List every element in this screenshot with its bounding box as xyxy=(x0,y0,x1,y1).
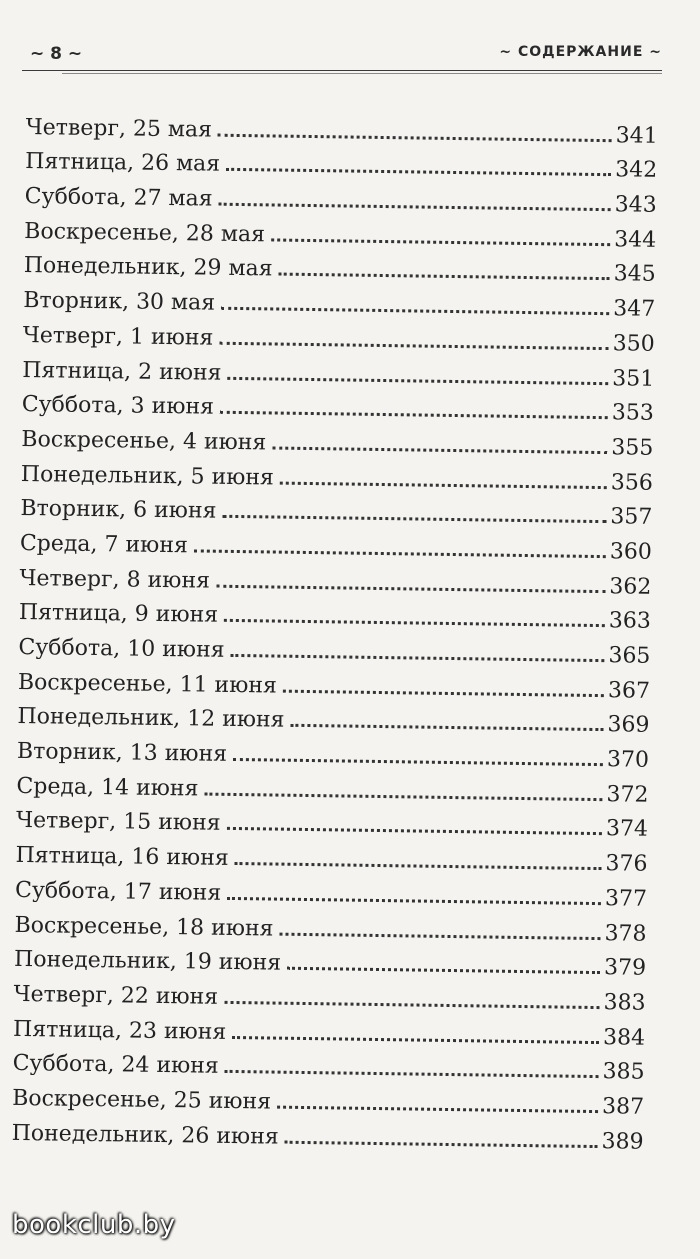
toc-entry-label: Среда, 14 июня xyxy=(16,773,199,802)
toc-entry-label: Четверг, 15 июня xyxy=(15,808,221,837)
toc-entry-label: Четверг, 8 июня xyxy=(19,565,211,594)
toc-entry-page: 343 xyxy=(614,192,657,218)
toc-entry-page: 378 xyxy=(604,920,647,947)
toc-entry-label: Суббота, 3 июня xyxy=(21,392,215,420)
dot-leader xyxy=(219,342,608,350)
dot-leader xyxy=(219,203,611,211)
dot-leader xyxy=(218,133,612,141)
toc-entry-label: Суббота, 17 июня xyxy=(14,877,222,906)
toc-entry-label: Пятница, 9 июня xyxy=(18,600,219,629)
dot-leader xyxy=(222,515,606,523)
dot-leader xyxy=(271,238,610,246)
toc-entry-page: 360 xyxy=(609,539,653,565)
dot-leader xyxy=(226,827,601,835)
toc-entry xyxy=(11,1114,643,1158)
toc-entry-page: 345 xyxy=(613,261,656,288)
dot-leader xyxy=(272,446,607,454)
toc-entry-label: Пятница, 23 июня xyxy=(12,1016,227,1045)
dot-leader xyxy=(278,273,609,281)
toc-entry-label: Пятница, 2 июня xyxy=(22,357,222,386)
dot-leader xyxy=(194,549,606,558)
toc-entry-label: Четверг, 25 мая xyxy=(25,114,213,143)
dot-leader xyxy=(226,168,611,176)
watermark: bookclub.by xyxy=(12,1210,176,1240)
toc-entry-page: 385 xyxy=(602,1059,645,1085)
toc-entry-page: 387 xyxy=(601,1094,645,1120)
toc-entry-page: 389 xyxy=(601,1128,644,1155)
toc-entry-page: 379 xyxy=(603,955,647,981)
toc-entry-label: Понедельник, 5 июня xyxy=(20,461,275,491)
dot-leader xyxy=(224,619,605,627)
dot-leader xyxy=(235,862,602,870)
toc-entry-page: 383 xyxy=(603,990,646,1016)
running-title: ~ СОДЕРЖАНИЕ ~ xyxy=(499,44,662,60)
toc-entry-label: Суббота, 10 июня xyxy=(18,634,225,663)
toc-entry-page: 374 xyxy=(605,816,649,843)
dot-leader xyxy=(287,967,600,974)
dot-leader xyxy=(216,584,605,592)
dot-leader xyxy=(279,932,600,939)
toc-entry-page: 357 xyxy=(610,504,653,531)
toc-entry-label: Воскресенье, 4 июня xyxy=(21,426,267,456)
dot-leader xyxy=(280,481,607,489)
toc-entry-page: 342 xyxy=(615,157,658,184)
toc-entry-page: 347 xyxy=(613,296,656,322)
toc-entry-page: 355 xyxy=(611,435,654,461)
toc-entry-label: Пятница, 16 июня xyxy=(15,843,229,872)
toc-entry-page: 356 xyxy=(610,469,654,496)
page-number: ~ 8 ~ xyxy=(30,44,83,64)
toc-entry-page: 341 xyxy=(615,122,658,149)
toc-entry-label: Понедельник, 26 июня xyxy=(11,1120,279,1150)
dot-leader xyxy=(232,1036,599,1044)
table-of-contents xyxy=(11,108,657,1157)
toc-entry-page: 365 xyxy=(608,643,651,669)
toc-entry-label: Вторник, 13 июня xyxy=(16,739,228,767)
toc-entry-page: 362 xyxy=(609,573,652,600)
dot-leader xyxy=(227,897,601,905)
toc-entry-label: Вторник, 6 июня xyxy=(20,496,217,524)
toc-entry-page: 363 xyxy=(608,608,652,635)
toc-entry-page: 384 xyxy=(602,1024,646,1051)
toc-entry-page: 353 xyxy=(611,400,654,426)
toc-entry-page: 367 xyxy=(607,677,651,704)
dot-leader xyxy=(221,307,609,315)
dot-leader xyxy=(290,724,603,731)
toc-entry-page: 344 xyxy=(614,226,657,253)
toc-entry-page: 376 xyxy=(605,851,648,877)
toc-entry-label: Среда, 7 июня xyxy=(19,530,189,559)
toc-entry-label: Воскресенье, 28 мая xyxy=(24,218,266,248)
dot-leader xyxy=(220,411,608,419)
dot-leader xyxy=(224,1001,599,1009)
toc-entry-page: 351 xyxy=(612,365,655,392)
toc-entry-page: 372 xyxy=(606,781,649,808)
dot-leader xyxy=(230,654,604,662)
toc-entry-label: Воскресенье, 18 июня xyxy=(14,912,274,942)
toc-entry-label: Четверг, 1 июня xyxy=(22,322,214,351)
toc-entry-label: Понедельник, 29 мая xyxy=(23,253,273,282)
dot-leader xyxy=(283,689,604,696)
toc-entry-label: Вторник, 30 мая xyxy=(23,288,216,316)
toc-entry-label: Понедельник, 12 июня xyxy=(17,704,285,734)
toc-entry-label: Понедельник, 19 июня xyxy=(13,947,282,976)
toc-entry-label: Суббота, 27 мая xyxy=(24,184,213,212)
toc-entry-label: Воскресенье, 11 июня xyxy=(17,669,278,699)
dot-leader xyxy=(204,792,602,801)
header-rule-thin xyxy=(62,73,662,74)
toc-entry-label: Четверг, 22 июня xyxy=(13,981,219,1010)
page-header xyxy=(22,42,662,82)
dot-leader xyxy=(225,1070,599,1078)
dot-leader xyxy=(277,1106,598,1113)
toc-entry-page: 377 xyxy=(604,885,648,912)
dot-leader xyxy=(285,1140,598,1147)
toc-entry-label: Пятница, 26 мая xyxy=(25,149,221,178)
header-rule xyxy=(22,70,662,71)
toc-entry-page: 350 xyxy=(612,331,655,357)
dot-leader xyxy=(227,376,608,384)
toc-entry-page: 369 xyxy=(607,712,650,739)
toc-entry-label: Воскресенье, 25 июня xyxy=(11,1085,272,1115)
dot-leader xyxy=(233,758,603,766)
toc-entry-page: 370 xyxy=(606,747,650,773)
toc-entry-label: Суббота, 24 июня xyxy=(12,1051,219,1080)
